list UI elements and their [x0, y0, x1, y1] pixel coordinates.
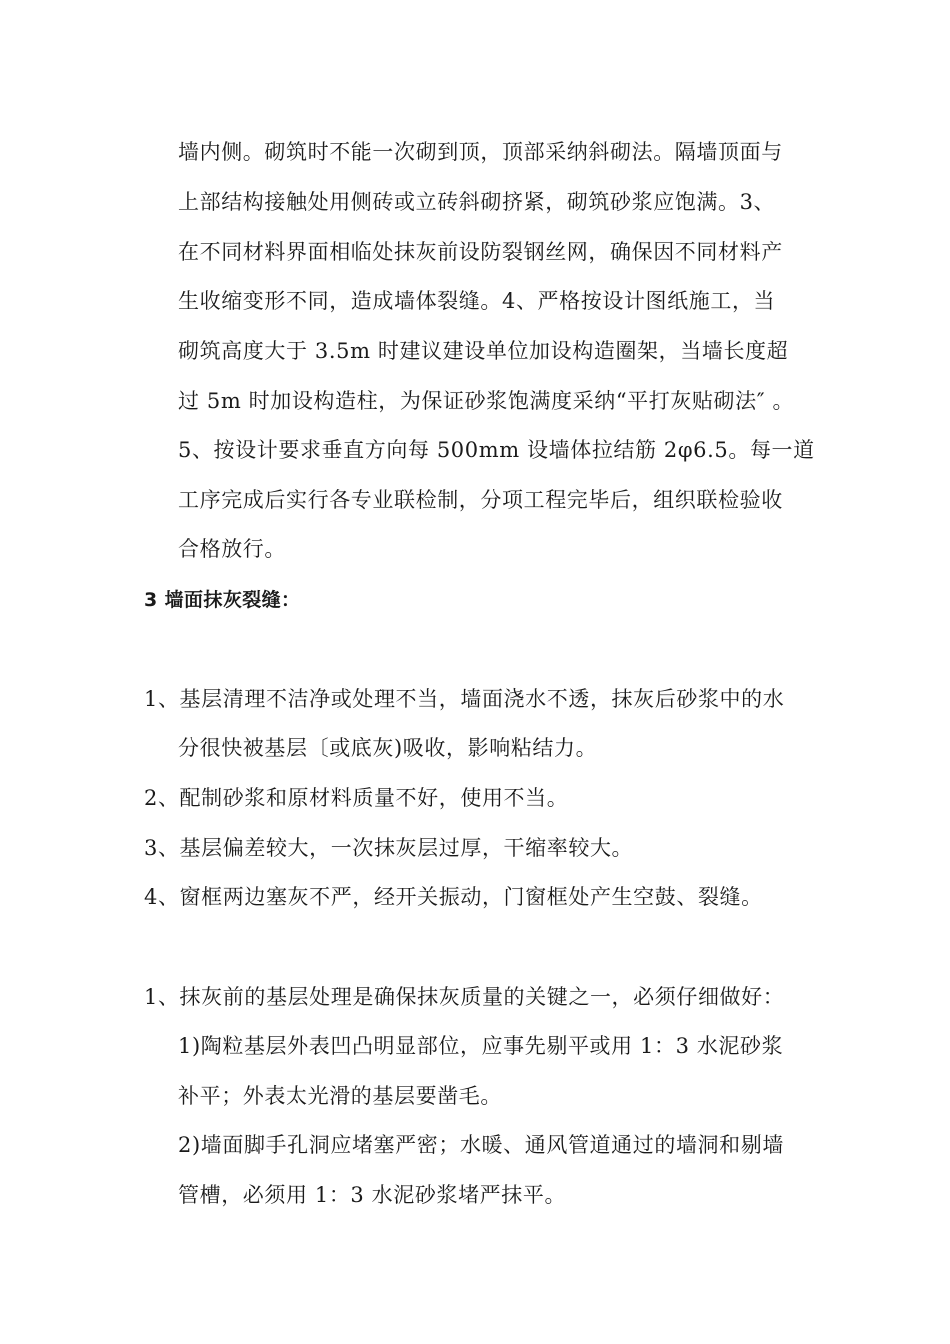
paragraph-line: 墙内侧。砌筑时不能一次砌到顶，顶部采纳斜砌法。隔墙顶面与: [178, 140, 783, 164]
paragraph-line: 在不同材料界面相临处抹灰前设防裂钢丝网，确保因不同材料产: [178, 240, 783, 264]
list-item: 1、抹灰前的基层处理是确保抹灰质量的关键之一，必须仔细做好：: [144, 985, 785, 1009]
list-item: 4、窗框两边塞灰不严，经开关振动，门窗框处产生空鼓、裂缝。: [144, 885, 763, 909]
sub-item-continuation: 管槽，必须用 1：3 水泥砂浆堵严抹平。: [178, 1183, 567, 1207]
sub-item: 1)陶粒基层外表凹凸明显部位，应事先剔平或用 1：3 水泥砂浆: [178, 1034, 784, 1058]
paragraph-line: 砌筑高度大于 3.5m 时建议建设单位加设构造圈架，当墙长度超: [178, 339, 789, 363]
paragraph-line: 工序完成后实行各专业联检制，分项工程完毕后，组织联检验收: [178, 488, 783, 512]
paragraph-line: 5、按设计要求垂直方向每 500mm 设墙体拉结筋 2φ6.5。每一道: [178, 438, 815, 462]
paragraph-line: 过 5m 时加设构造柱，为保证砂浆饱满度采纳“平打灰贴砌法″ 。: [178, 389, 795, 413]
sub-item-continuation: 补平；外表太光滑的基层要凿毛。: [178, 1084, 502, 1108]
list-item: 1、基层清理不洁净或处理不当，墙面浇水不透，抹灰后砂浆中的水: [144, 687, 785, 711]
paragraph-line: 上部结构接触处用侧砖或立砖斜砌挤紧，砌筑砂浆应饱满。3、: [178, 190, 776, 214]
list-item-continuation: 分很快被基层〔或底灰)吸收，影响粘结力。: [178, 736, 598, 760]
section-heading: 3 墙面抹灰裂缝：: [144, 589, 301, 611]
paragraph-line: 生收缩变形不同，造成墙体裂缝。4、严格按设计图纸施工，当: [178, 289, 776, 313]
list-item: 2、配制砂浆和原材料质量不好，使用不当。: [144, 786, 569, 810]
list-item: 3、基层偏差较大，一次抹灰层过厚，干缩率较大。: [144, 836, 634, 860]
paragraph-line: 合格放行。: [178, 537, 286, 561]
sub-item: 2)墙面脚手孔洞应堵塞严密；水暖、通风管道通过的墙洞和剔墙: [178, 1133, 784, 1157]
